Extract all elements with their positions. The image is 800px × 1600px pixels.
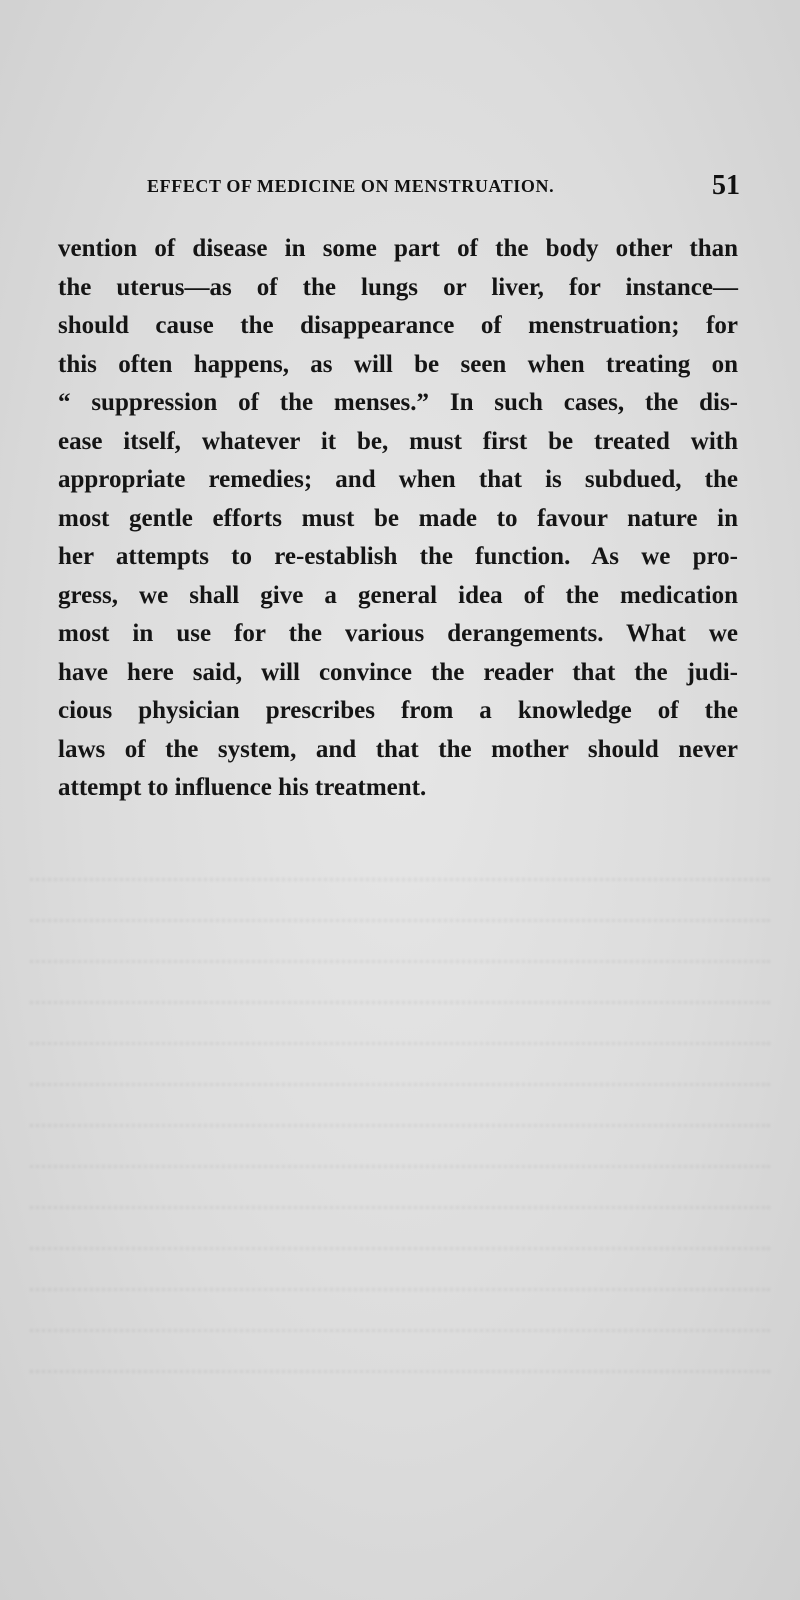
text-line: appropriate remedies; and when that is subdued, the xyxy=(58,466,738,493)
text-line: “ suppression of the menses.” In such cases, the dis- xyxy=(58,389,738,416)
text-line: most gentle efforts must be made to favour nature in xyxy=(58,504,738,532)
text-line: have here said, will convince the reader that the judi- xyxy=(58,658,738,686)
running-head: EFFECT OF MEDICINE ON MENSTRUATION. xyxy=(147,176,555,196)
text-line: most in use for the various derangements. What we xyxy=(58,620,738,647)
text-line: this often happens, as will be seen when treating on xyxy=(58,350,738,378)
text-line: vention of disease in some part of the body other than xyxy=(58,235,738,262)
text-line: ease itself, whatever it be, must first be treated with xyxy=(58,427,738,455)
body-paragraph xyxy=(58,230,738,808)
text-line: her attempts to re-establish the function. As we pro- xyxy=(58,543,738,570)
text-line: cious physician prescribes from a knowledge of the xyxy=(58,697,738,724)
page-header xyxy=(140,170,740,206)
text-line: gress, we shall give a general idea of the medication xyxy=(58,581,738,609)
text-line: laws of the system, and that the mother should never xyxy=(58,735,738,763)
show-through-texture xyxy=(30,840,770,1400)
text-line: the uterus—as of the lungs or liver, for instance— xyxy=(58,273,738,301)
page-number: 51 xyxy=(712,170,740,201)
text-line: attempt to influence his treatment. xyxy=(58,774,427,801)
text-line: should cause the disappearance of menstruation; for xyxy=(58,312,738,339)
